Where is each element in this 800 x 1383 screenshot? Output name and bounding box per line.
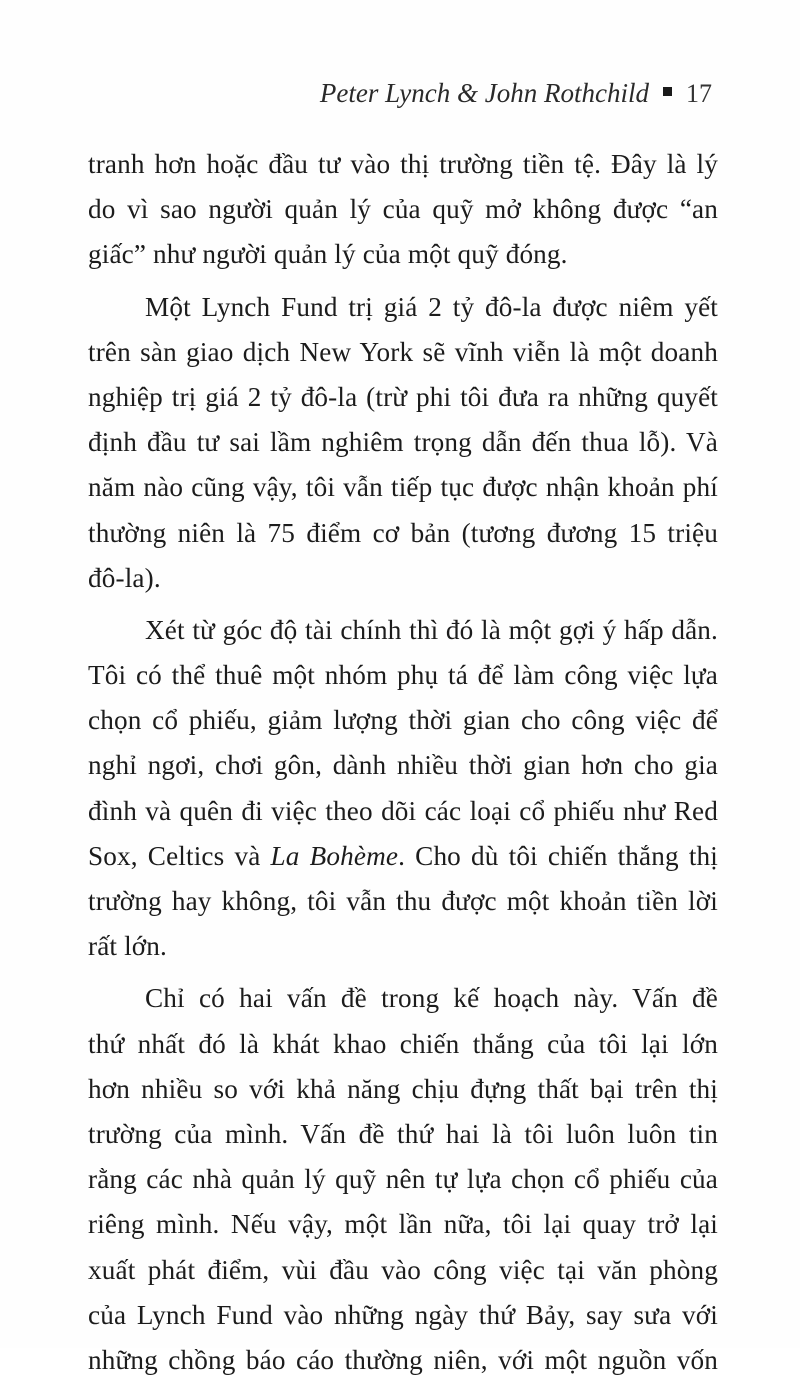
text-line: những chồng báo cáo thường niên, với một nguồn vốn [88,1344,718,1375]
text-fragment: Sox, Celtics và [88,840,271,871]
text-line-with-italic [88,834,718,879]
text-line: xuất phát điểm, vùi đầu vào công việc tại văn phòng [88,1254,718,1285]
header-separator-square [663,87,672,96]
text-line: do vì sao người quản lý của quỹ mở không được “an [88,194,718,225]
text-line: hơn nhiều so với khả năng chịu đựng thất bại trên thị [88,1073,718,1104]
paragraph-3 [88,608,718,970]
paragraph-1 [88,142,718,278]
text-line: Chỉ có hai vấn đề trong kế hoạch này. Vấn đề [145,983,718,1014]
text-line: trên sàn giao dịch New York sẽ vĩnh viễn là một doanh [88,336,718,367]
header-authors: Peter Lynch & John Rothchild [319,78,649,108]
text-line: đô-la). [88,562,161,593]
paragraph-2 [88,285,718,601]
text-line: thứ nhất đó là khát khao chiến thắng của tôi lại lớn [88,1028,718,1059]
text-line: của Lynch Fund vào những ngày thứ Bảy, say sưa với [88,1299,718,1330]
running-header [320,78,712,109]
text-line: trường hay không, tôi vẫn thu được một khoản tiền lời [88,886,718,916]
text-line: Tôi có thể thuê một nhóm phụ tá để làm công việc lựa [88,660,718,691]
text-line: trường của mình. Vấn đề thứ hai là tôi luôn luôn tin [88,1118,718,1149]
text-line: rất lớn. [88,931,167,962]
text-line: nghiệp trị giá 2 tỷ đô-la (trừ phi tôi đưa ra những quyết [88,381,718,412]
page-number: 17 [686,78,712,108]
text-line: thường niên là 75 điểm cơ bản (tương đương 15 triệu [88,517,718,548]
text-fragment: . Cho dù tôi chiến thắng thị [398,840,718,871]
text-line: giấc” như người quản lý của một quỹ đóng. [88,239,568,270]
text-line: Một Lynch Fund trị giá 2 tỷ đô-la được niêm yết [145,291,718,322]
text-line: chọn cổ phiếu, giảm lượng thời gian cho công việc để [88,705,718,736]
text-line: tranh hơn hoặc đầu tư vào thị trường tiền tệ. Đây là lý [88,149,718,179]
text-line: riêng mình. Nếu vậy, một lần nữa, tôi lại quay trở lại [88,1209,718,1240]
text-line: nghỉ ngơi, chơi gôn, dành nhiều thời gian hơn cho gia [88,750,718,781]
body-text [88,142,718,1383]
text-line: định đầu tư sai lầm nghiêm trọng dẫn đến thua lỗ). Và [88,427,718,458]
italic-title-la-boheme: La Bohème [270,840,399,871]
text-line: đình và quên đi việc theo dõi các loại cổ phiếu như Red [88,795,718,826]
text-line: rằng các nhà quản lý quỹ nên tự lựa chọn cổ phiếu của [88,1164,718,1195]
paragraph-4 [88,976,718,1383]
text-line: Xét từ góc độ tài chính thì đó là một gợi ý hấp dẫn. [145,614,718,645]
text-line: năm nào cũng vậy, tôi vẫn tiếp tục được nhận khoản phí [88,472,718,503]
